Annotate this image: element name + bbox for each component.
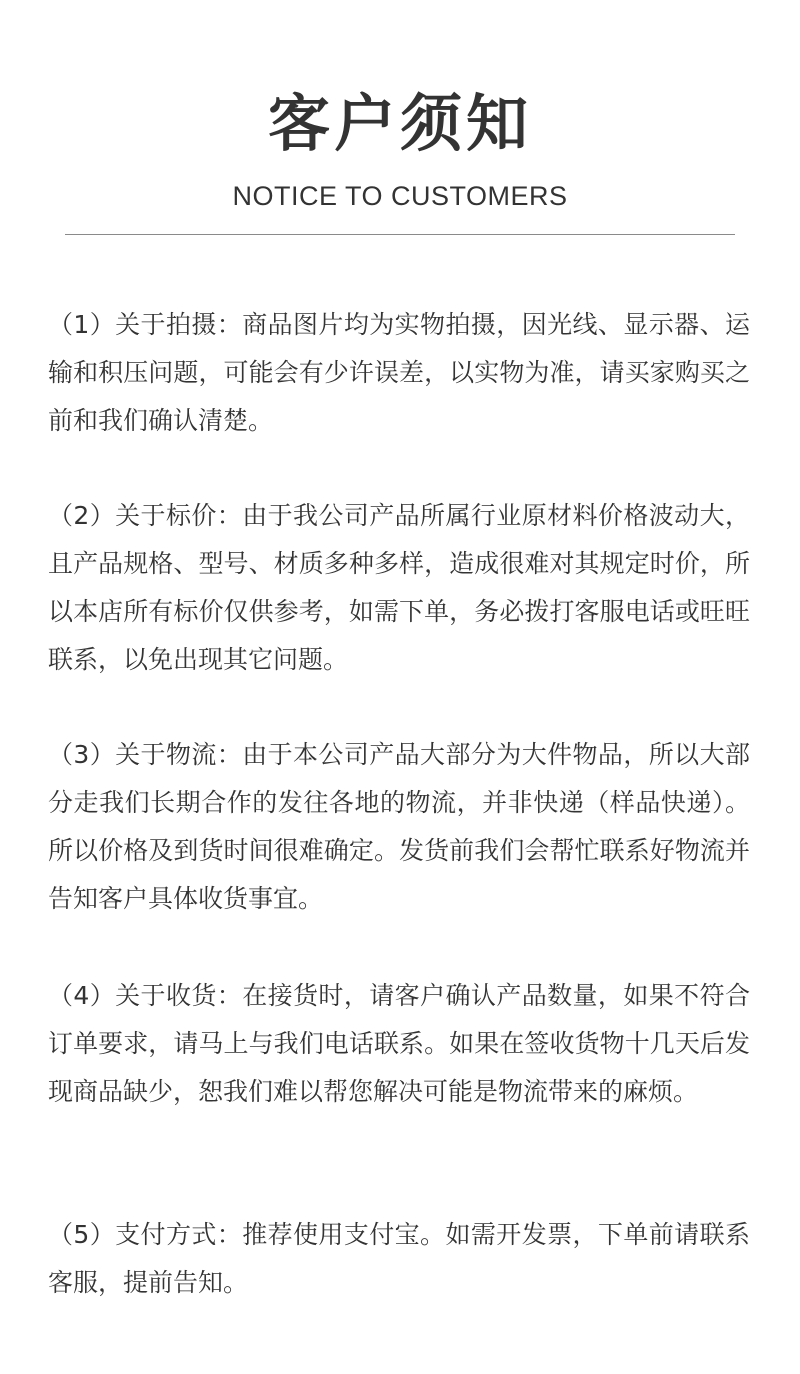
page-title: 客户须知: [267, 87, 532, 160]
notice-header: [0, 84, 800, 212]
notice-item-payment: （5）支付方式：推荐使用支付宝。如需开发票，下单前请联系客服，提前告知。: [48, 1220, 750, 1297]
notice-item-logistics: （3）关于物流：由于本公司产品大部分为大件物品，所以大部分走我们长期合作的发往各地的物流，并非快递（样品快递）。所以价格及到货时间很难确定。发货前我们会帮忙联系好物流并告知客户具体收货事宜。: [48, 740, 750, 913]
page-subtitle: NOTICE TO CUSTOMERS: [232, 181, 568, 211]
notice-item-pricing: （2）关于标价：由于我公司产品所属行业原材料价格波动大，且产品规格、型号、材质多种多样，造成很难对其规定时价，所以本店所有标价仅供参考，如需下单，务必拨打客服电话或旺旺联系，以免出现其它问题。: [48, 501, 750, 674]
notice-item-receiving: （4）关于收货：在接货时，请客户确认产品数量，如果不符合订单要求，请马上与我们电话联系。如果在签收货物十几天后发现商品缺少，恕我们难以帮您解决可能是物流带来的麻烦。: [48, 981, 750, 1106]
notice-item-photography: （1）关于拍摄：商品图片均为实物拍摄，因光线、显示器、运输和积压问题，可能会有少许误差，以实物为准，请买家购买之前和我们确认清楚。: [48, 310, 750, 435]
header-divider: [65, 234, 735, 235]
